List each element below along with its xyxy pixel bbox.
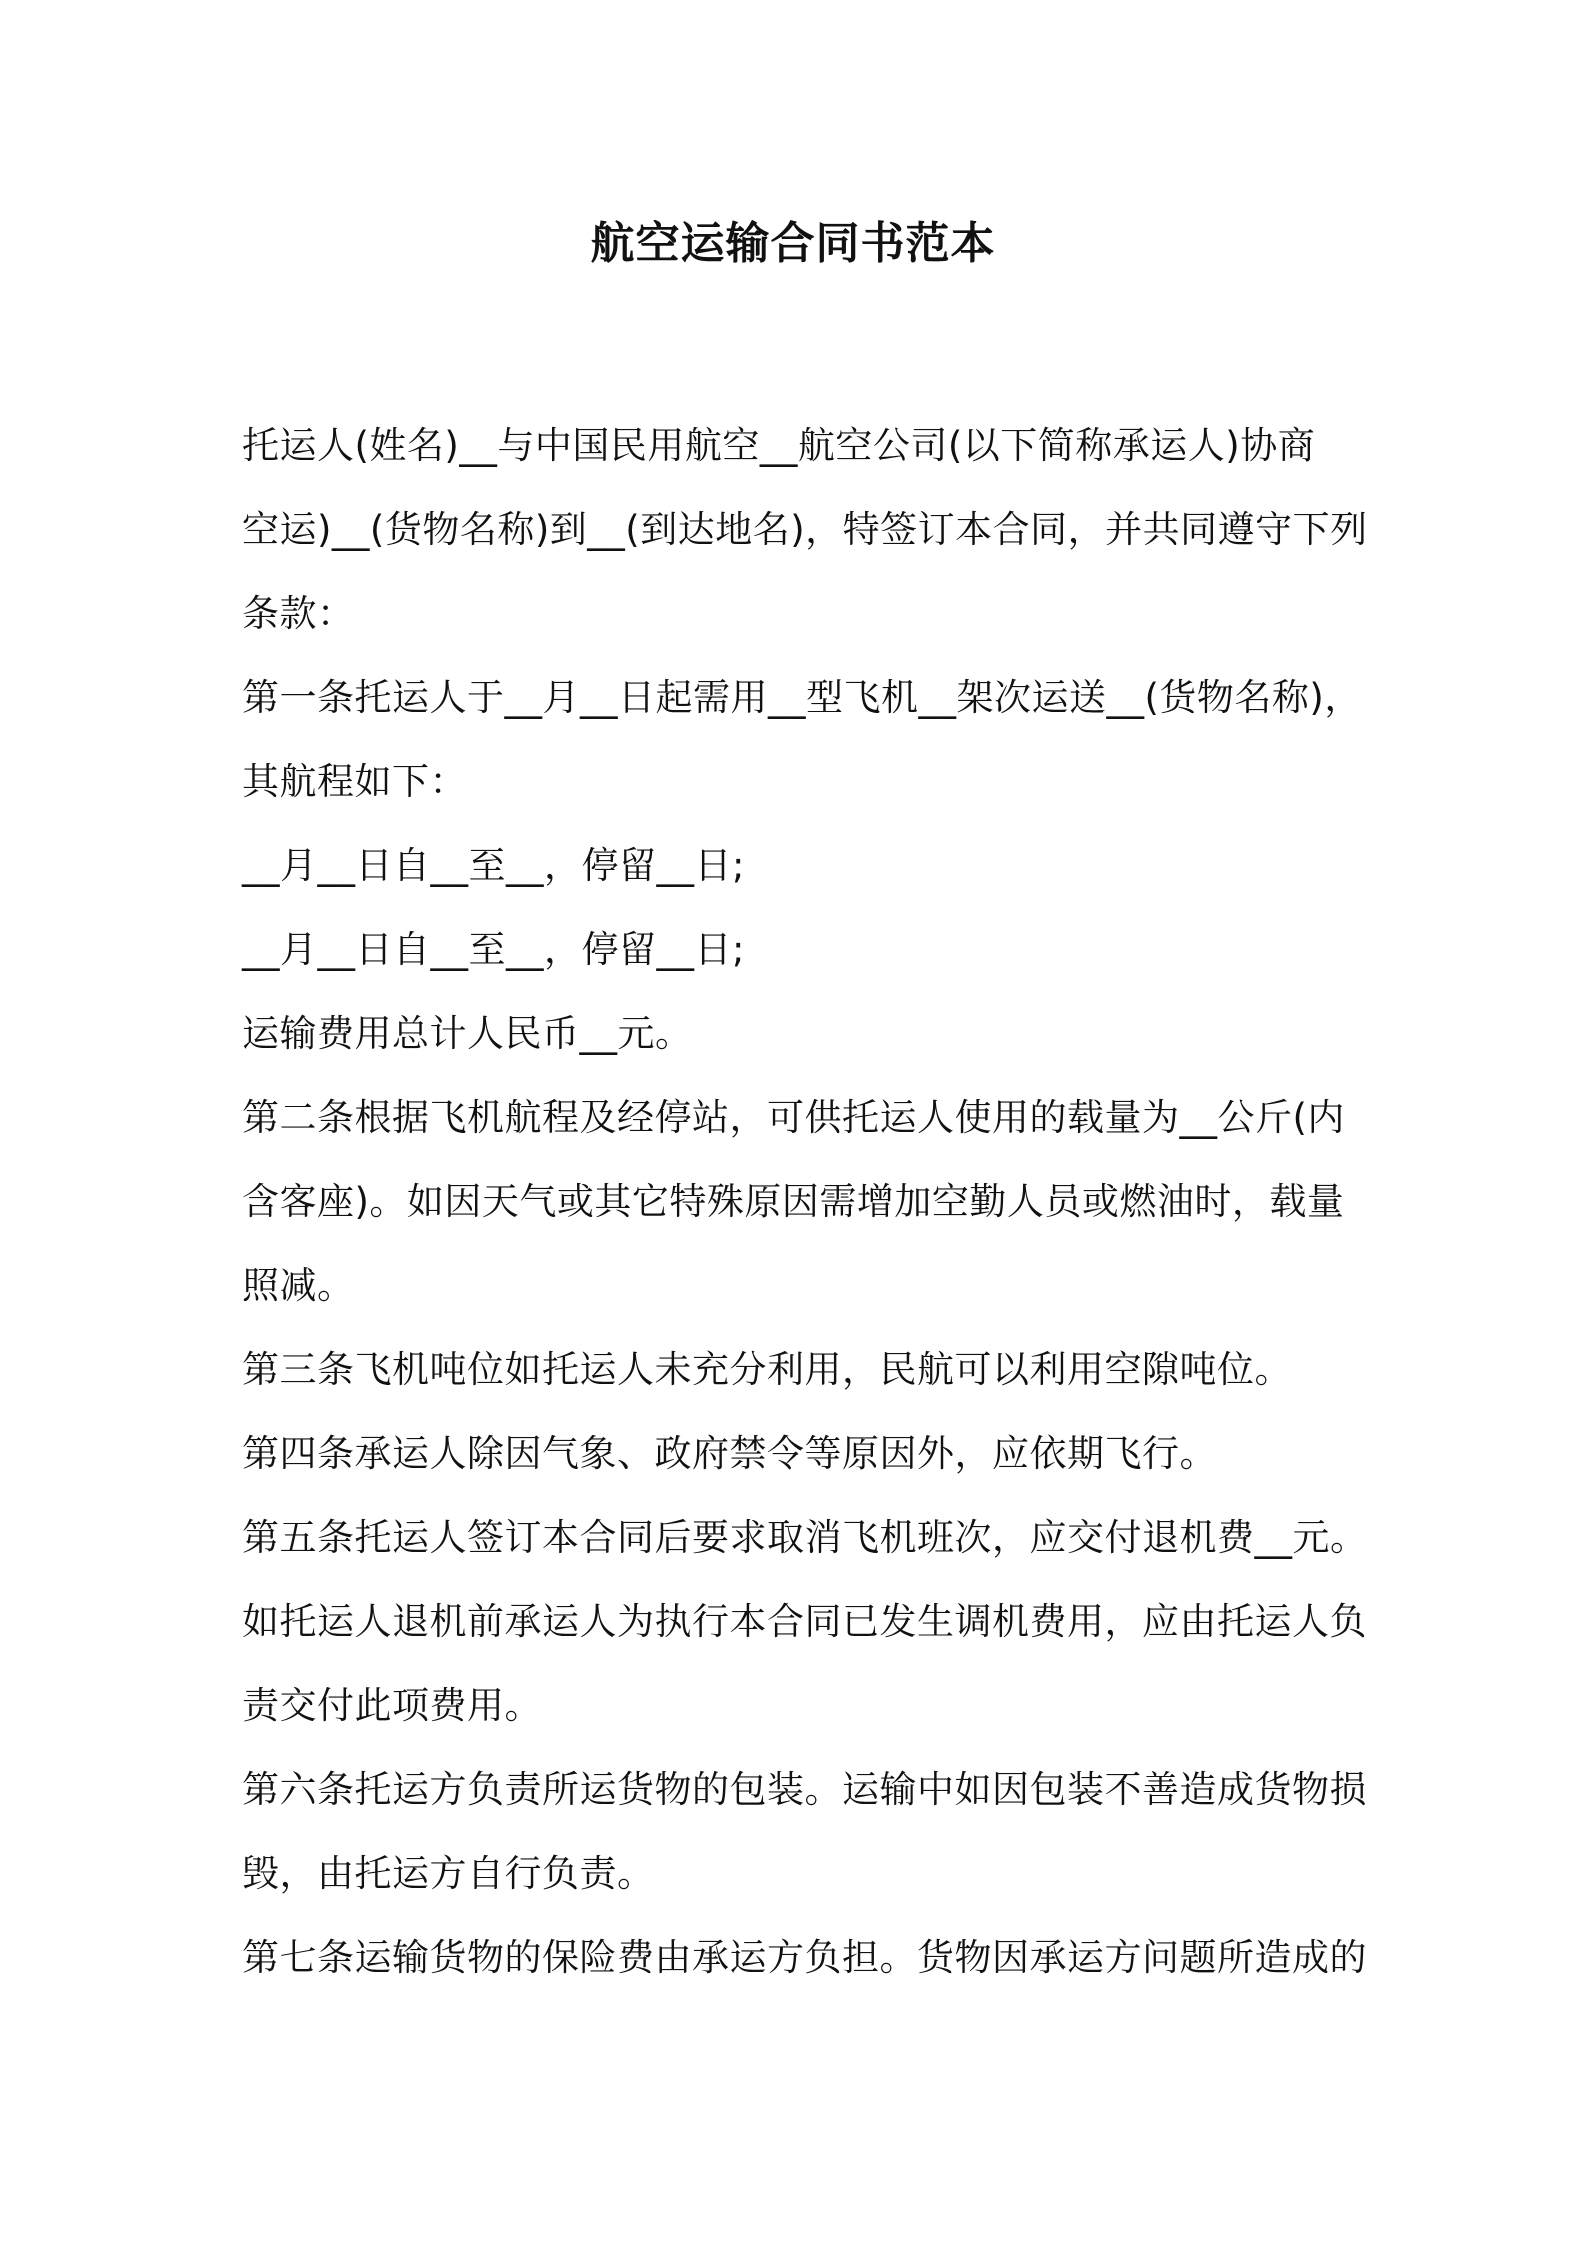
body-line: 第四条承运人除因气象、政府禁令等原因外，应依期飞行。 [242, 1432, 1217, 1475]
body-line: 第七条运输货物的保险费由承运方负担。货物因承运方问题所造成的 [242, 1936, 1367, 1979]
body-line: __月__日自__至__，停留__日; [242, 844, 745, 887]
body-line: 运输费用总计人民币__元。 [242, 1012, 693, 1055]
body-line: 含客座)。如因天气或其它特殊原因需增加空勤人员或燃油时，载量 [242, 1180, 1345, 1223]
body-line: 第一条托运人于__月__日起需用__型飞机__架次运送__(货物名称)， [242, 676, 1362, 719]
body-line: 责交付此项费用。 [242, 1684, 542, 1727]
body-line: 第三条飞机吨位如托运人未充分利用，民航可以利用空隙吨位。 [242, 1348, 1292, 1391]
body-line: 第五条托运人签订本合同后要求取消飞机班次，应交付退机费__元。 [242, 1516, 1368, 1559]
body-line: 条款： [242, 592, 355, 635]
body-line: 第二条根据飞机航程及经停站，可供托运人使用的载量为__公斤(内 [242, 1096, 1345, 1139]
document-title: 航空运输合同书范本 [590, 218, 996, 269]
body-line: 第六条托运方负责所运货物的包装。运输中如因包装不善造成货物损 [242, 1768, 1367, 1811]
body-line: 空运)__(货物名称)到__(到达地名)，特签订本合同，并共同遵守下列 [242, 508, 1368, 551]
document-body [242, 404, 1368, 2000]
body-line: 托运人(姓名)__与中国民用航空__航空公司(以下简称承运人)协商 [242, 424, 1316, 467]
body-line: 照减。 [242, 1264, 355, 1307]
body-line: 如托运人退机前承运人为执行本合同已发生调机费用，应由托运人负 [242, 1600, 1367, 1643]
body-line: __月__日自__至__，停留__日; [242, 928, 745, 971]
body-line: 其航程如下： [242, 760, 467, 803]
body-line: 毁，由托运方自行负责。 [242, 1852, 655, 1895]
